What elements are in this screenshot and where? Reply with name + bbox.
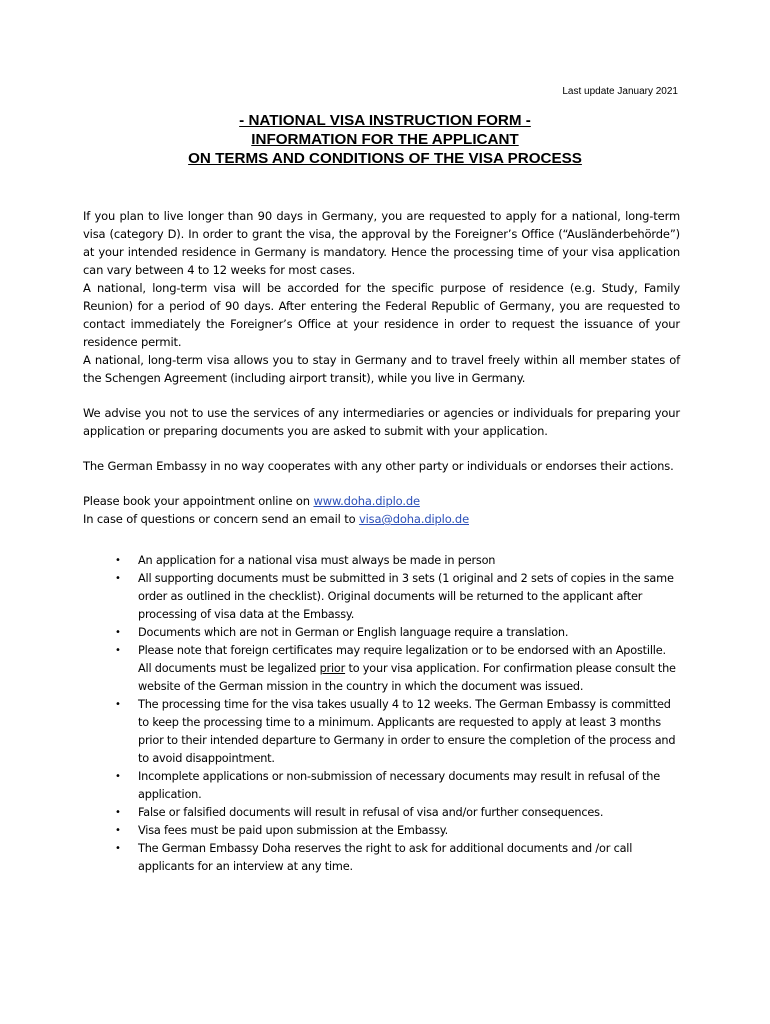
list-item-text: All supporting documents must be submitted in 3 sets (1 original and 2 sets of copies in the same order as outlined in the checklist). Original documents will be returned to the applicant after processing of visa data at the Embassy.	[138, 572, 674, 621]
title-line-2: INFORMATION FOR THE APPLICANT	[251, 131, 519, 148]
spacer	[83, 440, 680, 457]
paragraph-visa-requirement: If you plan to live longer than 90 days in Germany, you are requested to apply for a national, long-term visa (category D). In order to grant the visa, the approval by the Foreigner’s Office (“Ausländerbehörde”) at your intended residence in Germany is mandatory. Hence the processing time of your visa application can vary between 4 to 12 weeks for most cases.	[83, 209, 680, 277]
underlined-prior: prior	[319, 662, 346, 675]
appointment-website-link[interactable]: www.doha.diplo.de	[313, 494, 420, 508]
list-item-text: False or falsified documents will result in refusal of visa and/or further consequences.	[138, 806, 604, 819]
bullet-icon: •	[115, 843, 121, 854]
list-item-text: to your visa application. For confirmation please consult the website of the German mission in the country in which the document was issued.	[138, 662, 676, 693]
spacer	[83, 475, 680, 492]
list-item-text: Incomplete applications or non-submission of necessary documents may result in refusal of the application.	[138, 770, 660, 801]
bullet-icon: •	[115, 771, 121, 782]
last-update-date: Last update January 2021	[562, 86, 678, 97]
paragraph-no-cooperation: The German Embassy in no way cooperates with any other party or individuals or endorses their actions.	[83, 459, 674, 473]
title-line-1: - NATIONAL VISA INSTRUCTION FORM -	[239, 112, 531, 129]
document-title	[0, 111, 770, 168]
visa-email-link[interactable]: visa@doha.diplo.de	[358, 512, 469, 526]
list-item-text: Documents which are not in German or English language require a translation.	[138, 626, 569, 639]
appointment-text: Please book your appointment online on	[83, 494, 314, 508]
list-item-text: The German Embassy Doha reserves the right to ask for additional documents and /or call applicants for an interview at any time.	[138, 842, 633, 873]
paragraph-visa-validity: A national, long-term visa will be accorded for the specific purpose of residence (e.g. Study, Family Reunion) for a period of 90 days. After entering the Federal Republic of Germany, you are requested to contact immediately the Foreigner’s Office at your residence in order to request the issuance of your residence permit.	[83, 281, 680, 349]
paragraph-intermediaries-warning: We advise you not to use the services of any intermediaries or agencies or individuals for preparing your application or preparing documents you are asked to submit with your application.	[83, 406, 680, 438]
list-item-text: An application for a national visa must always be made in person	[138, 554, 496, 567]
list-item	[83, 696, 680, 768]
spacer	[83, 387, 680, 404]
list-item-text: Please note that foreign certificates may require legalization or to be endorsed with an Apostille. All documents must be legalized	[138, 644, 666, 675]
bullet-icon: •	[115, 825, 121, 836]
email-text: In case of questions or concern send an email to	[83, 512, 359, 526]
paragraph-schengen-travel: A national, long-term visa allows you to stay in Germany and to travel freely within all member states of the Schengen Agreement (including airport transit), while you live in Germany.	[83, 353, 680, 385]
email-line	[83, 510, 680, 528]
list-item	[83, 642, 680, 696]
bullet-icon: •	[115, 807, 121, 818]
conditions-list	[83, 552, 680, 876]
bullet-icon: •	[115, 555, 121, 566]
bullet-icon: •	[115, 573, 121, 584]
list-item	[83, 570, 680, 624]
list-item-text: Visa fees must be paid upon submission at the Embassy.	[138, 824, 449, 837]
list-item	[83, 624, 680, 642]
bullet-icon: •	[115, 645, 121, 656]
bullet-icon: •	[115, 627, 121, 638]
appointment-line	[83, 492, 680, 510]
list-item	[83, 840, 680, 876]
document-body	[83, 207, 680, 876]
list-item	[83, 552, 680, 570]
list-item-text: The processing time for the visa takes usually 4 to 12 weeks. The German Embassy is committed to keep the processing time to a minimum. Applicants are requested to apply at least 3 months prior to their intended departure to Germany in order to ensure the completion of the process and to avoid disappointment.	[138, 698, 676, 765]
list-item	[83, 804, 680, 822]
list-item	[83, 822, 680, 840]
list-item	[83, 768, 680, 804]
title-line-3: ON TERMS AND CONDITIONS OF THE VISA PROCESS	[188, 150, 582, 167]
bullet-icon: •	[115, 699, 121, 710]
